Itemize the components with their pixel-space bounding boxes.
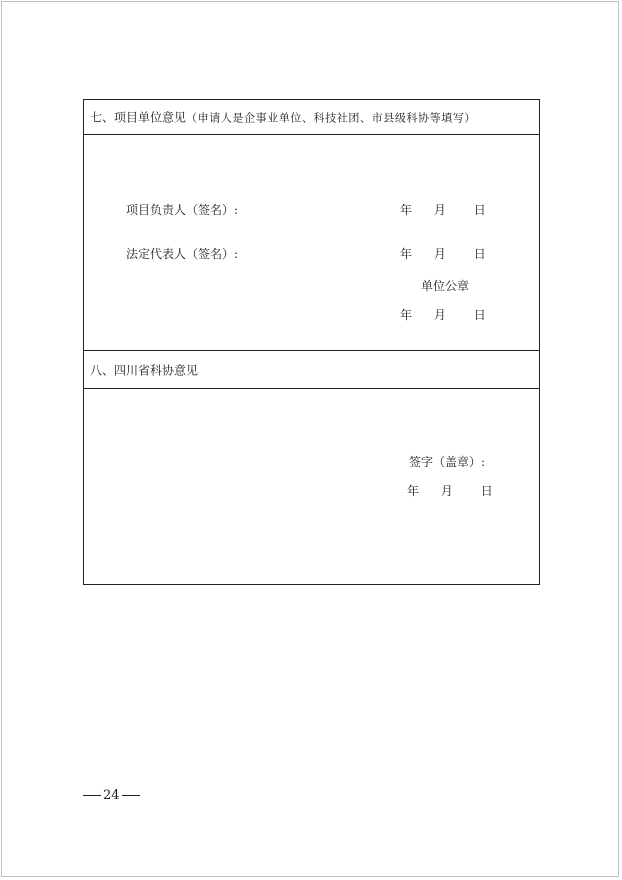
section7-header-row xyxy=(84,100,539,135)
section7-body-row xyxy=(84,135,539,351)
page-number-right-dash xyxy=(122,795,140,796)
date-month: 月 xyxy=(433,203,446,217)
date-month: 月 xyxy=(440,484,453,498)
date-day: 日 xyxy=(473,247,486,261)
unit-seal-label: 单位公章 xyxy=(421,279,470,293)
section8-date xyxy=(407,482,493,499)
section8-body-row xyxy=(84,389,539,584)
date-month: 月 xyxy=(433,247,446,261)
section7-title: 七、项目单位意见 xyxy=(90,110,187,125)
signature-seal-label: 签字（盖章）: xyxy=(409,455,486,469)
project-leader-signature-label: 项目负责人（签名）: xyxy=(126,203,239,217)
legal-rep-signature-label: 法定代表人（签名）: xyxy=(126,247,239,261)
section7-heading xyxy=(90,109,476,126)
date-year: 年 xyxy=(400,308,413,322)
section8-title: 八、四川省科协意见 xyxy=(90,363,199,377)
unit-seal-date xyxy=(400,306,486,323)
page-number xyxy=(81,788,142,803)
legal-rep-date xyxy=(400,245,486,262)
section7-subtitle: （申请人是企事业单位、科技社团、市县级科协等填写） xyxy=(186,111,477,125)
date-year: 年 xyxy=(400,203,413,217)
date-year: 年 xyxy=(400,247,413,261)
project-leader-date xyxy=(400,201,486,218)
page-number-value: 24 xyxy=(103,788,120,803)
date-day: 日 xyxy=(480,484,493,498)
section8-header-row xyxy=(84,351,539,389)
date-day: 日 xyxy=(473,203,486,217)
date-day: 日 xyxy=(473,308,486,322)
date-month: 月 xyxy=(433,308,446,322)
opinion-form-table xyxy=(83,99,540,585)
page-number-left-dash xyxy=(83,795,101,796)
date-year: 年 xyxy=(407,484,420,498)
